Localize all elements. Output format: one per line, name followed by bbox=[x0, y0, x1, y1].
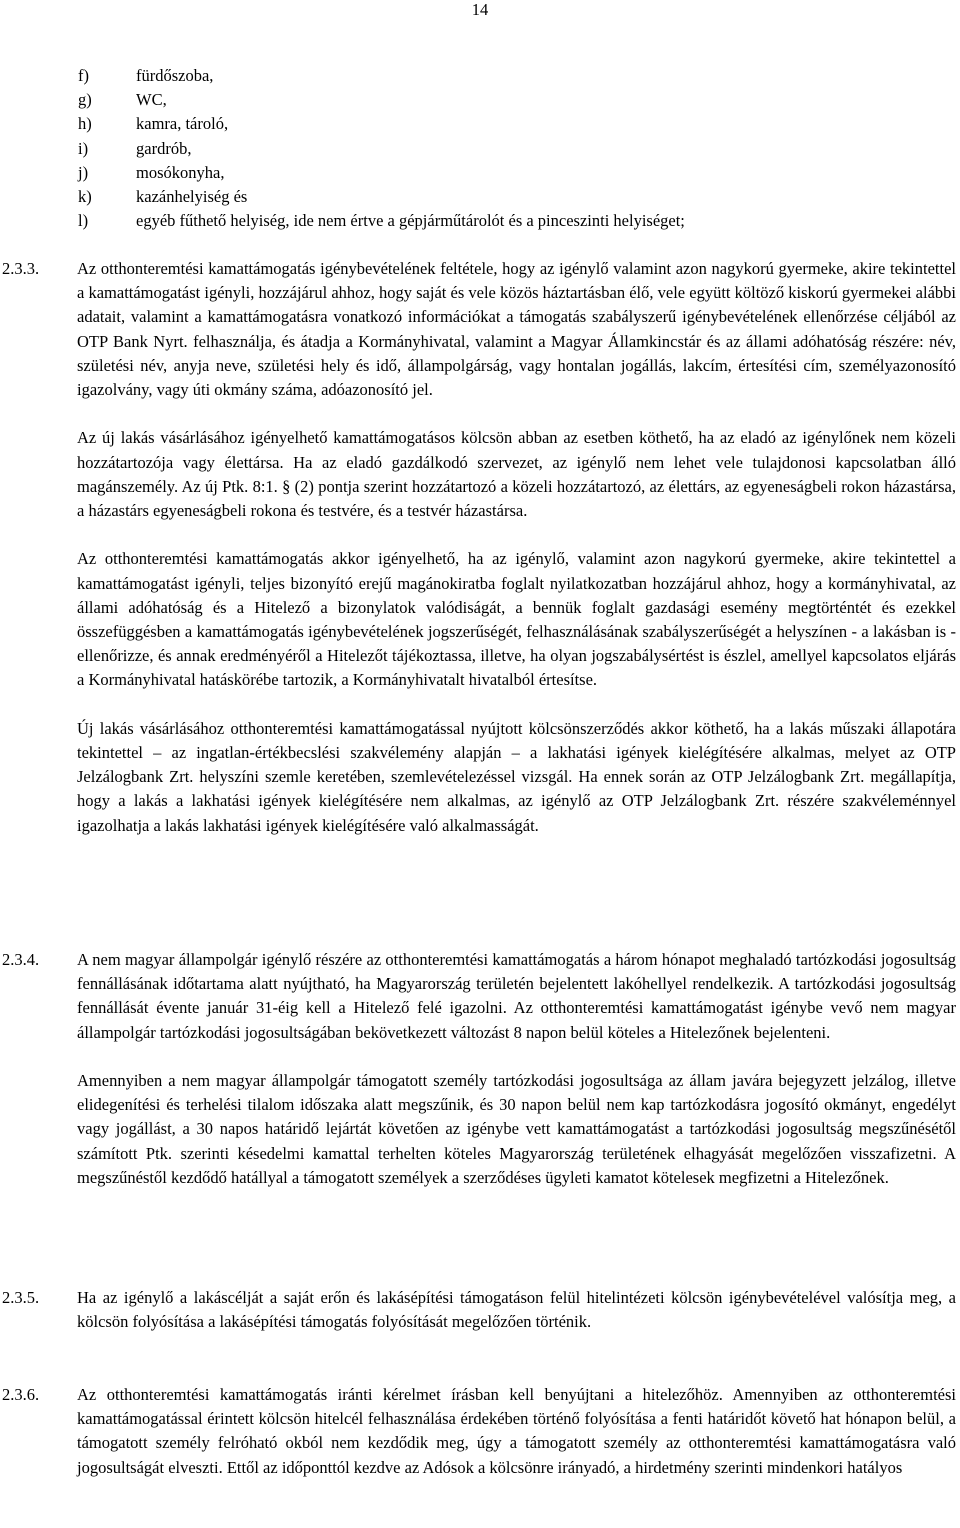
list-item bbox=[78, 209, 948, 233]
list-item bbox=[78, 88, 948, 112]
paragraph: Az otthonteremtési kamattámogatás iránti kérelmet írásban kell benyújtani a hitelezőhöz. Amennyiben az otthonteremtési kamattámogatással érintett kölcsön hitelcél felhasználása érdekében történő folyósítása a fenti határidőt követő hat hónapon belül, a támogatott személy felróható okból nem kezdődik meg, úgy a támogatott személy az otthonteremtési kamattámogatásra való jogosultságát elveszti. Ettől az időponttól kezdve az Adósok a kölcsönre irányadó, a hirdetmény szerinti mindenkori hatályos bbox=[77, 1385, 956, 1477]
list-item bbox=[78, 161, 948, 185]
list-item bbox=[78, 185, 948, 209]
list-marker: i) bbox=[78, 138, 89, 158]
section-number: 2.3.6. bbox=[2, 1385, 40, 1404]
list-text: egyéb fűthető helyiség, ide nem értve a gépjárműtárolót és a pinceszinti helyiséget; bbox=[136, 211, 685, 231]
list-item bbox=[78, 112, 948, 136]
list-text: kazánhelyiség és bbox=[136, 186, 248, 206]
list-marker: k) bbox=[78, 186, 92, 206]
list-text: fürdőszoba, bbox=[136, 66, 214, 85]
paragraph: Új lakás vásárlásához otthonteremtési kamattámogatással nyújtott kölcsönszerződés akkor köthető, ha a lakás műszaki állapotára tekintettel – az ingatlan-értékbecslési szakvélemény alapján – a lakhatási igények kielégítésére alkalmas, melyet az OTP Jelzálogbank Zrt. helyszíni szemle keretében, szemlevételezéssel vizsgál. Ha ennek során az OTP Jelzálogbank Zrt. megállapítja, hogy a lakás a lakhatási igények kielégítésére nem alkalmas, az igénylő az OTP Jelzálogbank Zrt. részére szakvéleménnyel igazolhatja a lakás lakhatási igények kielégítésére való alkalmasságát. bbox=[77, 718, 956, 835]
section-2-3-3 bbox=[0, 257, 960, 838]
paragraph: A nem magyar állampolgár igénylő részére az otthonteremtési kamattámogatás a három hónapot meghaladó tartózkodási jogosultság fennállásának időtartama alatt nyújtható, ha Magyarország területén bejelentett lakóhellyel rendelkezik. A tartózkodási jogosultság fennállását évente január 31-éig kell a Hitelező felé igazolni. Az otthonteremtési kamattámogatást igénybe vevő nem magyar állampolgár tartózkodási jogosultságában bekövetkezett változást 8 napon belül köteles a Hitelezőnek bejelenteni. bbox=[77, 950, 956, 1042]
paragraph: Amennyiben a nem magyar állampolgár támogatott személy tartózkodási jogosultsága az állam javára bejegyzett jelzálog, illetve elidegenítési és terhelési tilalom időszaka alatt megszűnik, és 30 napon belül nem kap tartózkodásra jogosító okmányt, engedélyt vagy jogállást, a 30 napos határidő lejártát követően az igénybe vett kamattámogatást a tartózkodási jogosultság megszűnésétől számított Ptk. szerinti késedelmi kamattal terhelten köteles Magyarország területének elhagyását megelőzően visszafizetni. A megszűnéstől kezdődő hatállyal a támogatott személyek a szerződéses ügyleti kamatot kötelesek megfizetni a Hitelezőnek. bbox=[77, 1071, 956, 1187]
room-list bbox=[78, 64, 948, 233]
list-text: mosókonyha, bbox=[136, 162, 225, 182]
list-text: kamra, tároló, bbox=[136, 114, 229, 134]
paragraph: Az otthonteremtési kamattámogatás akkor igényelhető, ha az igénylő, valamint azon nagykorú gyermeke, akire tekintettel a kamattámogatást igényli, teljes bizonyító erejű magánokiratba foglalt nyilatkozatban hozzájárul ahhoz, hogy a kormányhivatal, az állami adóhatóság és a Hitelező a bizonylatok valódiságát, a bennük foglalt gazdasági esemény megtörténtét és ezekkel összefüggésben a kamattámogatás igénybevételének jogszerűségét, felhasználásának szabályszerűségét a helyszínen - a lakásban is - ellenőrizze, és annak eredményéről a Hitelezőt tájékoztassa, illetve, ha olyan jogszabálysértést is észlel, amellyel kapcsolatos eljárás a Kormányhivatal hatáskörébe tartozik, a Kormányhivatalt hivatalból értesítse. bbox=[77, 549, 956, 690]
list-item bbox=[78, 64, 948, 88]
list-marker: j) bbox=[78, 162, 89, 182]
section-2-3-4 bbox=[0, 948, 960, 1190]
section-2-3-5 bbox=[0, 1286, 960, 1334]
list-marker: l) bbox=[78, 211, 89, 231]
list-marker: h) bbox=[78, 114, 92, 134]
page-number: 14 bbox=[471, 0, 489, 19]
list-marker: g) bbox=[78, 90, 92, 110]
section-2-3-6 bbox=[0, 1383, 960, 1480]
paragraph: Az új lakás vásárlásához igényelhető kamattámogatásos kölcsön abban az esetben köthető, ha az eladó az igénylőnek nem közeli hozzátartozója vagy élettársa. Ha az eladó gazdálkodó szervezet, az igénylő nem lehet vele tulajdonosi kapcsolatban álló magánszemély. Az új Ptk. 8:1. § (2) pontja szerint hozzátartozó a közeli hozzátartozó, az élettárs, az egyeneságbeli rokon házastársa, a házastárs egyeneságbeli rokona és testvére, és a testvér házastársa. bbox=[77, 428, 956, 521]
section-number: 2.3.5. bbox=[2, 1288, 40, 1307]
paragraph: Ha az igénylő a lakáscélját a saját erőn és lakásépítési támogatáson felül hitelintézeti kölcsön igénybevételével valósítja meg, a kölcsön folyósítása a lakásépítési támogatás folyósítását megelőzően történik. bbox=[77, 1288, 956, 1332]
list-text: gardrób, bbox=[136, 138, 192, 158]
section-number: 2.3.4. bbox=[2, 950, 40, 969]
list-text: WC, bbox=[136, 90, 167, 110]
section-number: 2.3.3. bbox=[2, 259, 40, 278]
paragraph: Az otthonteremtési kamattámogatás igénybevételének feltétele, hogy az igénylő valamint azon nagykorú gyermeke, akire tekintettel a kamattámogatást igényli, hozzájárul ahhoz, hogy saját és vele közös háztartásban élő, vele együtt költöző kiskorú gyermekei alábbi adatait, valamint a kamattámogatásra vonatkozó információkat a támogatás szabályszerű igénybevételének ellenőrzése céljából az OTP Bank Nyrt. felhasználja, és átadja a Kormányhivatal, valamint a Magyar Államkincstár és az állami adóhatóság részére: név, születési név, anyja neve, születési hely és idő, állampolgárság, vagy hontalan jogállás, lakcím, értesítési cím, személyazonosító igazolvány, vagy úti okmány száma, adóazonosító jel. bbox=[77, 259, 956, 400]
list-marker: f) bbox=[78, 66, 89, 85]
list-item bbox=[78, 137, 948, 161]
